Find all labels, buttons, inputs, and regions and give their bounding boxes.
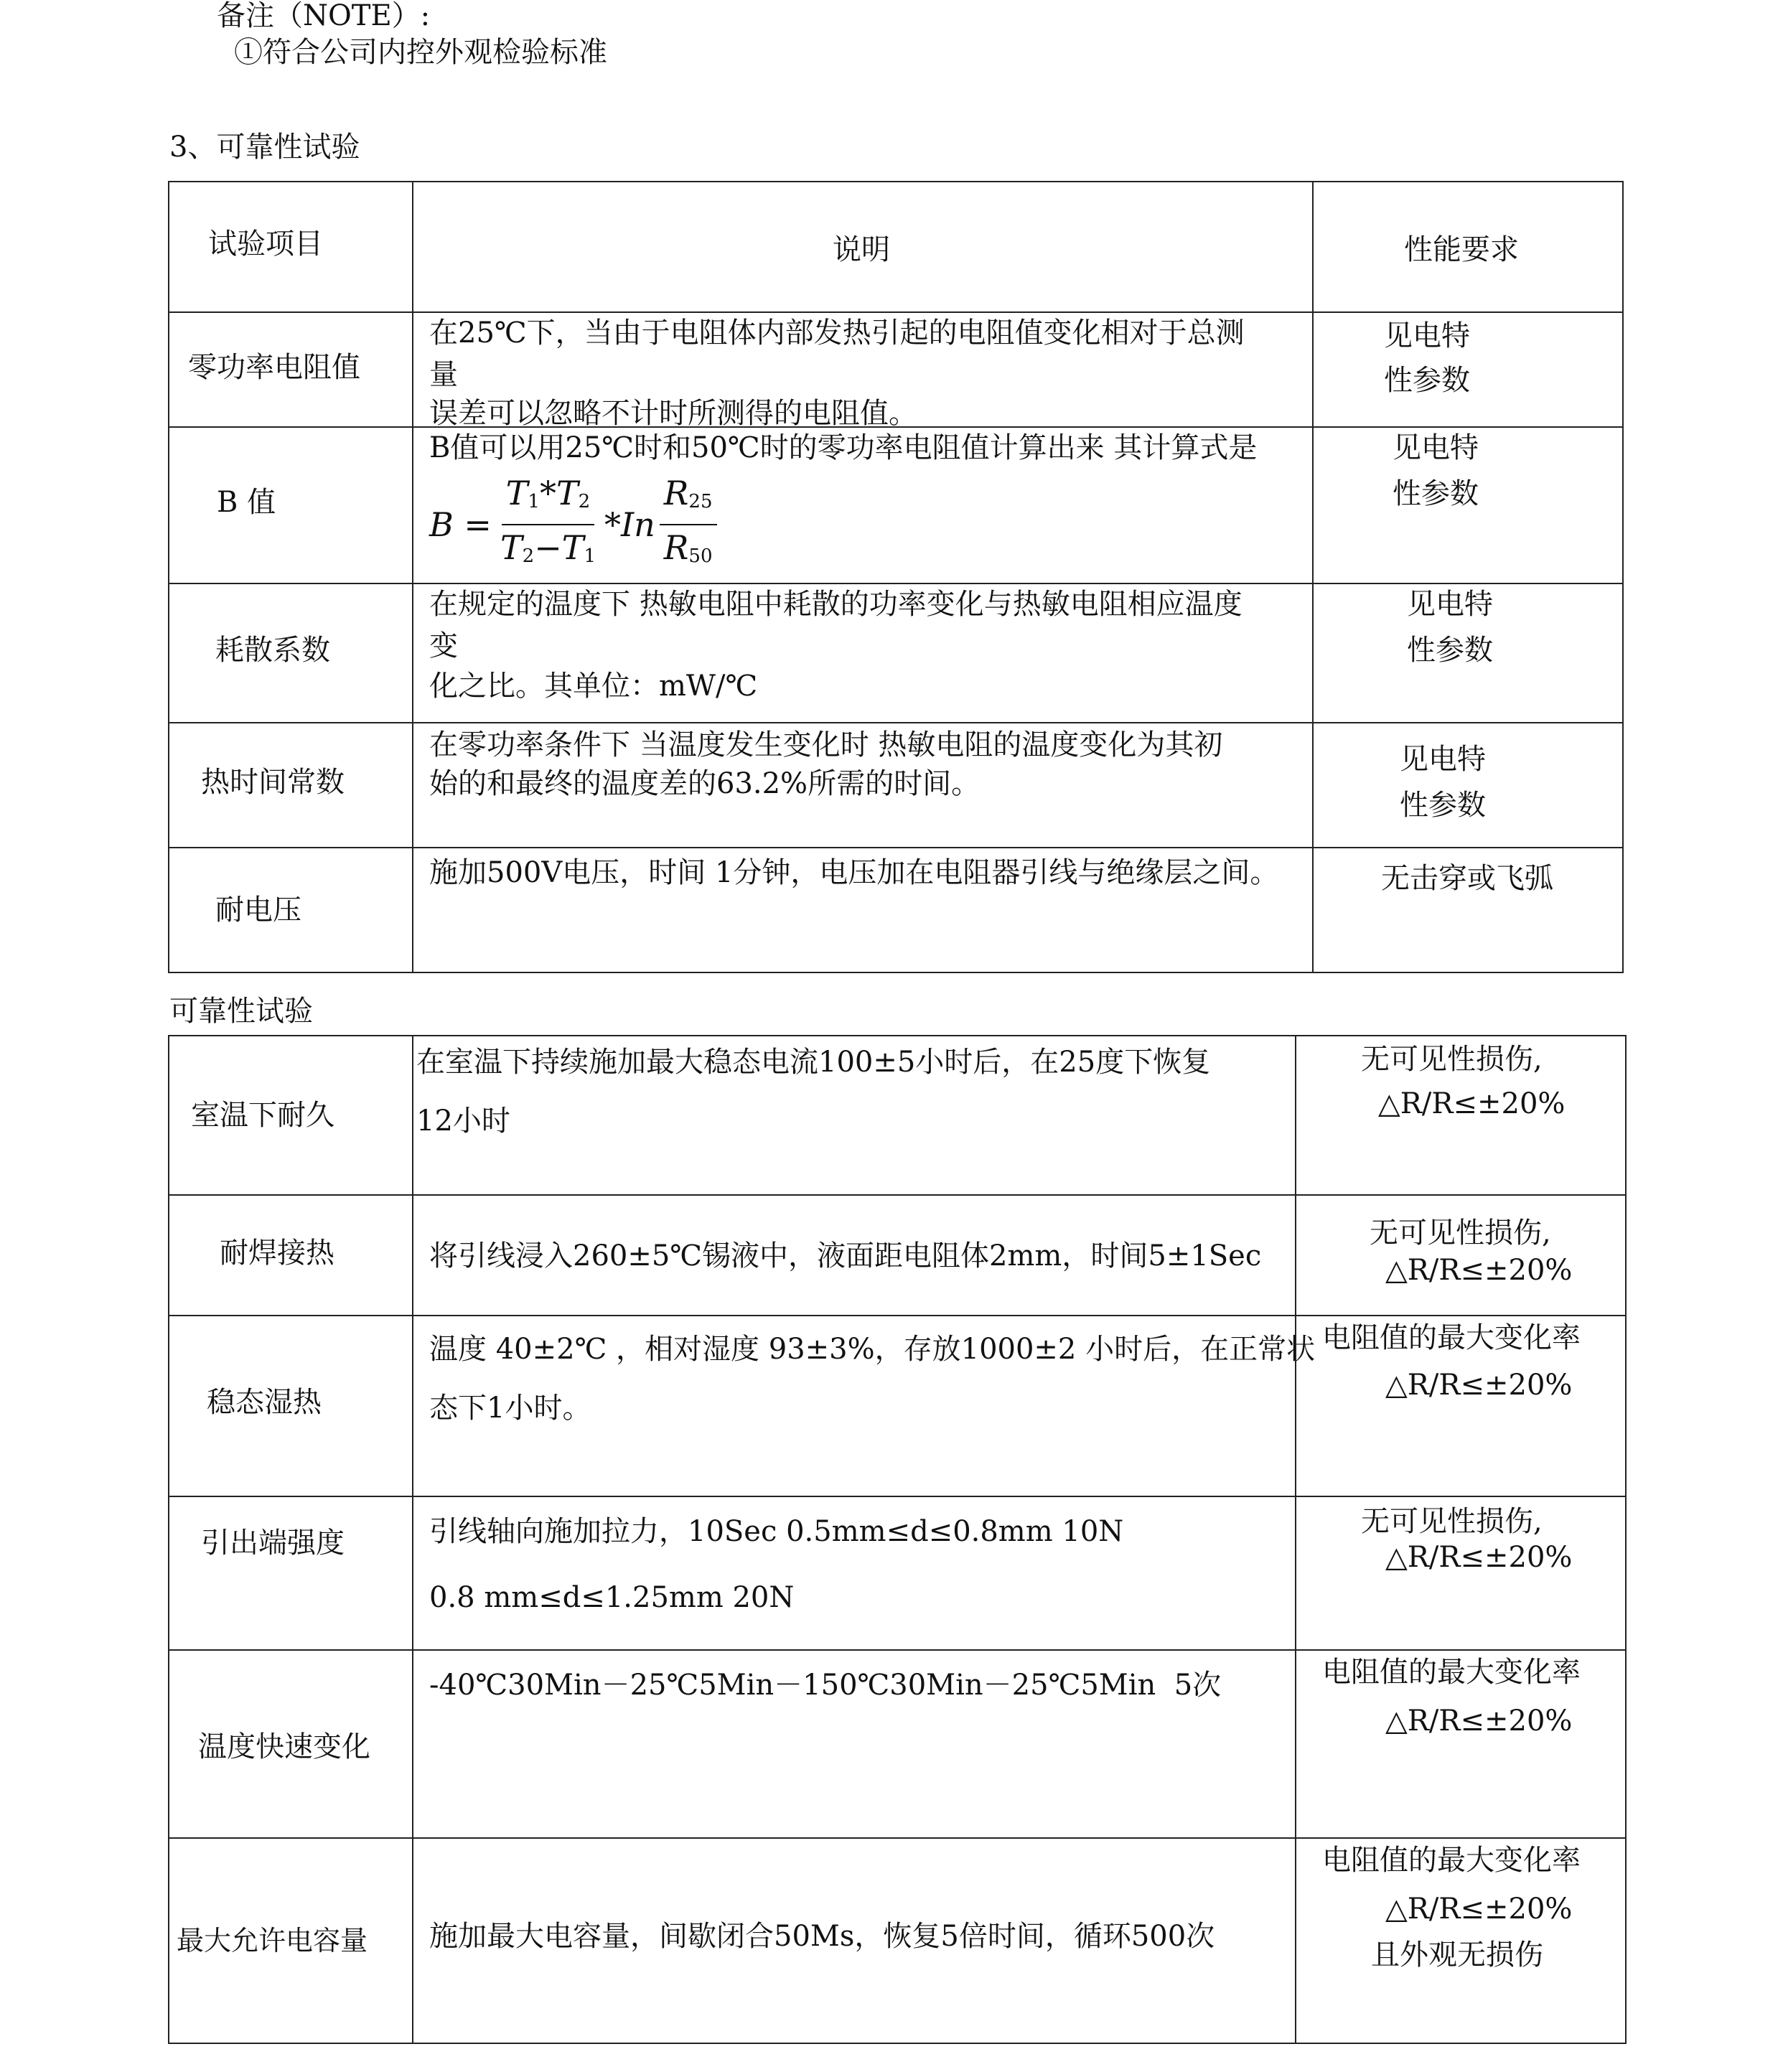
item-cell: 室温下耐久 [169,1036,413,1195]
desc-cell: 在零功率条件下 当温度发生变化时 热敏电阻的温度变化为其初 始的和最终的温度差的63.2%所需的时间。 [413,723,1313,848]
item-cell: 稳态湿热 [169,1316,413,1496]
item-cell: 耗散系数 [169,583,413,723]
item-cell: 温度快速变化 [169,1650,413,1838]
table-row [169,1838,1626,2043]
req-cell: 电阻值的最大变化率 △R/R≤±20% 且外观无损伤 [1296,1838,1626,2043]
reliability-title: 可靠性试验 [169,995,313,1028]
desc-cell: -40℃30Min－25℃5Min－150℃30Min－25℃5Min 5次 [413,1650,1296,1838]
item-cell: 热时间常数 [169,723,413,848]
desc-cell: 施加最大电容量，间歇闭合50Ms，恢复5倍时间，循环500次 [413,1838,1296,2043]
desc-cell: 在规定的温度下 热敏电阻中耗散的功率变化与热敏电阻相应温度 变 化之比。其单位：mW/℃ [413,583,1313,723]
item-cell: 耐电压 [169,848,413,972]
req-cell: 电阻值的最大变化率 △R/R≤±20% [1296,1316,1626,1496]
table-row [169,427,1623,583]
desc-cell: 引线轴向施加拉力，10Sec 0.5mm≤d≤0.8mm 10N 0.8 mm≤d≤1.25mm 20N [413,1496,1296,1650]
table-row [169,723,1623,848]
section-title: 3、可靠性试验 [169,131,360,164]
req-cell: 无可见性损伤, △R/R≤±20% [1296,1036,1626,1195]
item-cell: 零功率电阻值 [169,312,413,427]
header-cell: 试验项目 [169,182,413,312]
item-cell: 最大允许电容量 [169,1838,413,2043]
table-row [169,848,1623,972]
desc-cell: 温度 40±2℃ ，相对湿度 93±3%，存放1000±2 小时后，在正常状 态下1小时。 [413,1316,1296,1496]
item-cell: 引出端强度 [169,1496,413,1650]
note-item: ①符合公司内控外观检验标准 [234,36,607,69]
reliability-table [168,1035,1627,2044]
req-cell: 无击穿或飞弧 [1313,848,1623,972]
table-header-row [169,182,1623,312]
table-row [169,1195,1626,1316]
header-cell: 说明 [413,182,1313,312]
property-table [168,181,1624,973]
desc-cell: 在室温下持续施加最大稳态电流100±5小时后，在25度下恢复 12小时 [413,1036,1296,1195]
desc-cell: 在25℃下，当由于电阻体内部发热引起的电阻值变化相对于总测 量 误差可以忽略不计时所测得的电阻值。 [413,312,1313,427]
table-row [169,1496,1626,1650]
item-cell: 耐焊接热 [169,1195,413,1316]
table-row [169,1650,1626,1838]
table-row [169,1036,1626,1195]
req-cell: 见电特 性参数 [1313,427,1623,583]
req-cell: 见电特 性参数 [1313,312,1623,427]
table-row [169,583,1623,723]
table-row [169,312,1623,427]
req-cell: 见电特 性参数 [1313,583,1623,723]
req-cell: 电阻值的最大变化率 △R/R≤±20% [1296,1650,1626,1838]
b-value-formula: B = $\frac{T_1*T_2}{T_2-T_1}$ *In $\frac{R_{25}}{R_{50}}$ [429,471,721,578]
header-cell: 性能要求 [1313,182,1623,312]
desc-cell: B值可以用25℃时和50℃时的零功率电阻值计算出来 其计算式是 B = $\frac{T_1*T_2}{T_2-T_1}$ *In $\frac{R_{25}}{R_{50}}$ [413,427,1313,583]
note-title: 备注（NOTE）: [217,0,431,32]
item-cell: B 值 [169,427,413,583]
req-cell: 无可见性损伤, △R/R≤±20% [1296,1496,1626,1650]
req-cell: 见电特 性参数 [1313,723,1623,848]
table-row [169,1316,1626,1496]
desc-cell: 施加500V电压，时间 1分钟，电压加在电阻器引线与绝缘层之间。 [413,848,1313,972]
req-cell: 无可见性损伤, △R/R≤±20% [1296,1195,1626,1316]
desc-cell: 将引线浸入260±5℃锡液中，液面距电阻体2mm，时间5±1Sec [413,1195,1296,1316]
